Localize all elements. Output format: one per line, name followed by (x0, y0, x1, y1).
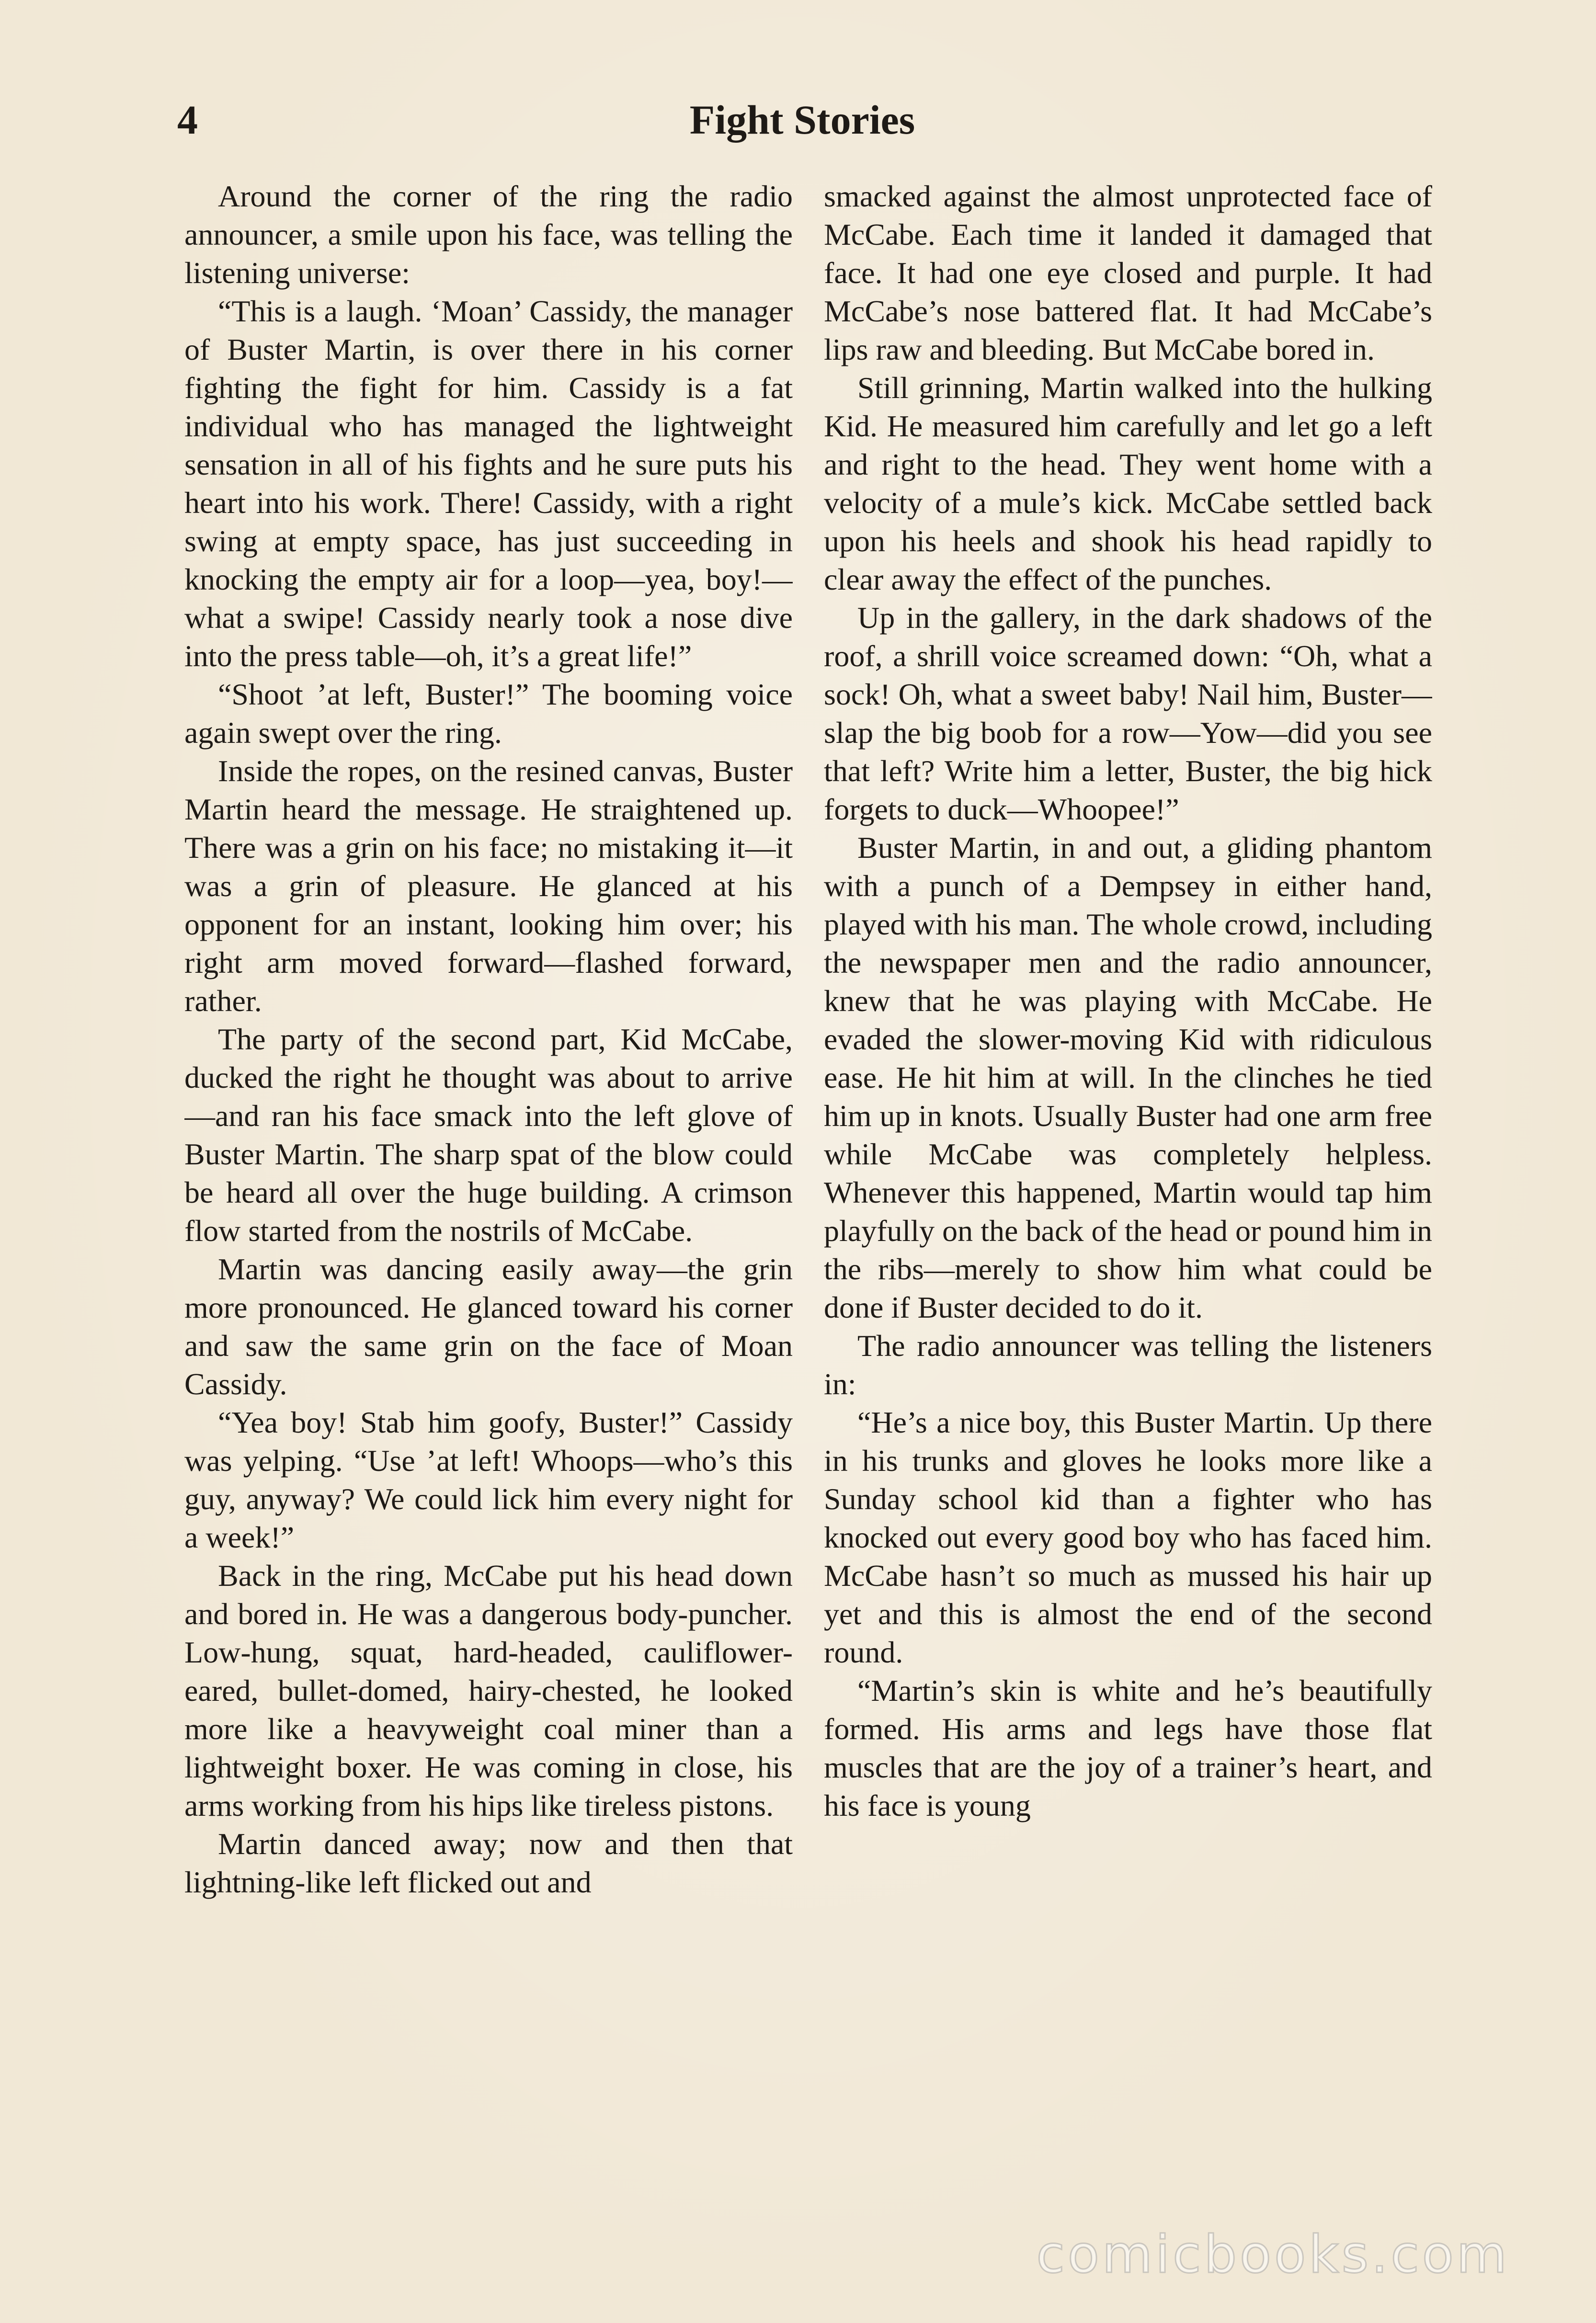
running-title: Fight Stories (689, 97, 915, 143)
paragraph-continued: smacked against the almost unprotected face of McCabe. Each time it landed it damaged that face. It had one eye closed and purple. It had McCabe’s nose battered flat. It had McCabe’s lips raw and bleeding. But McCabe bored in. (824, 179, 1432, 366)
paragraph: Buster Martin, in and out, a gliding phantom with a punch of a Dempsey in either hand, played with his man. The whole crowd, including the newspaper men and the radio announcer, knew that he was playing with McCabe. He evaded the slower-moving Kid with ridiculous ease. He hit him at will. In the clinches he tied him up in knots. Usually Buster had one arm free while McCabe was completely helpless. Whenever this happened, Martin would tap him playfully on the back of the head or pound him in the ribs—merely to show him what could be done if Buster decided to do it. (824, 831, 1432, 1324)
paragraph: Up in the gallery, in the dark shadows of the roof, a shrill voice screamed down: “Oh, what a sock! Oh, what a sweet baby! Nail him, Buster—slap the big boob for a row—Yow—did you see that left? Write him a letter, Buster, the big hick forgets to duck—Whoopee!” (824, 601, 1432, 826)
paragraph: Still grinning, Martin walked into the hulking Kid. He measured him carefully and let go a left and right to the head. They went home with a velocity of a mule’s kick. McCabe settled back upon his heels and shook his head rapidly to clear away the effect of the punches. (824, 371, 1432, 596)
page-number: 4 (177, 97, 198, 143)
paragraph: Back in the ring, McCabe put his head down and bored in. He was a dangerous body-puncher. Low-hung, squat, hard-headed, cauliflower-eared, bullet-domed, hairy-chested, he looked more like a heavyweight coal miner than a lightweight boxer. He was coming in close, his arms working from his hips like tireless pistons. (184, 1559, 793, 1822)
paragraph: “Yea boy! Stab him goofy, Buster!” Cassidy was yelping. “Use ’at left! Whoops—who’s this guy, anyway? We could lick him every night for a week!” (184, 1405, 793, 1554)
paragraph: The party of the second part, Kid McCabe, ducked the right he thought was about to arrive—and ran his face smack into the left glove of Buster Martin. The sharp spat of the blow could be heard all over the huge building. A crimson flow started from the nostrils of McCabe. (184, 1022, 793, 1248)
paragraph: Martin was dancing easily away—the grin more pronounced. He glanced toward his corner and saw the same grin on the face of Moan Cassidy. (184, 1252, 793, 1401)
watermark: comicbooks.com (1036, 2225, 1510, 2285)
paragraph: Martin danced away; now and then that lightning-like left flicked out and (184, 1827, 793, 1899)
left-column (184, 177, 793, 2165)
paragraph: Inside the ropes, on the resined canvas, Buster Martin heard the message. He straightened up. There was a grin on his face; no mistaking it—it was a grin of pleasure. He glanced at his opponent for an instant, looking him over; his right arm moved forward—flashed forward, rather. (184, 754, 793, 1018)
page-header (177, 91, 1427, 148)
paragraph: Around the corner of the ring the radio announcer, a smile upon his face, was telling the listening universe: (184, 179, 793, 290)
paragraph: “Shoot ’at left, Buster!” The booming voice again swept over the ring. (184, 677, 793, 750)
paragraph: “Martin’s skin is white and he’s beautifully formed. His arms and legs have those flat muscles that are the joy of a trainer’s heart, and his face is young (824, 1674, 1432, 1822)
right-column (824, 177, 1432, 2165)
paragraph: “He’s a nice boy, this Buster Martin. Up there in his trunks and gloves he looks more like a Sunday school kid than a fighter who has knocked out every good boy who has faced him. McCabe hasn’t so much as mussed his hair up yet and this is almost the end of the second round. (824, 1405, 1432, 1669)
paragraph: “This is a laugh. ‘Moan’ Cassidy, the manager of Buster Martin, is over there in his corner fighting the fight for him. Cassidy is a fat individual who has managed the lightweight sensation in all of his fights and he sure puts his heart into his work. There! Cassidy, with a right swing at empty space, has just succeeding in knocking the empty air for a loop—yea, boy!—what a swipe! Cassidy nearly took a nose dive into the press table—oh, it’s a great life!” (184, 294, 793, 673)
paragraph: The radio announcer was telling the listeners in: (824, 1329, 1432, 1401)
